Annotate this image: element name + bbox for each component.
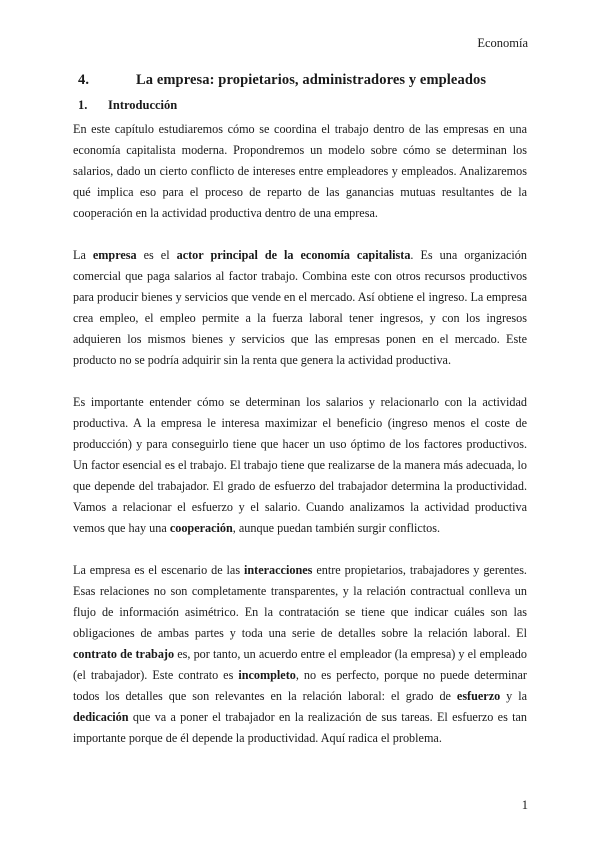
bold-term: esfuerzo — [456, 689, 501, 703]
chapter-title-text: La empresa: propietarios, administradores y empleados — [136, 72, 487, 88]
text-run: , aunque puedan también surgir conflictos. — [232, 521, 441, 535]
paragraph — [73, 392, 527, 539]
bold-term: contrato de trabajo — [73, 647, 175, 661]
text-run: que va a poner el trabajador en la realización de sus tareas. El esfuerzo es tan importante porque de él depende la productividad. Aquí radica el problema. — [73, 710, 527, 745]
bold-term: cooperación — [169, 521, 233, 535]
text-run: Es importante entender cómo se determinan los salarios y relacionarlo con la actividad productiva. A la empresa le interesa maximizar el beneficio (ingreso menos el coste de producción) y para conseguirlo tiene que hacer un uso óptimo de los factores productivos. Un factor esencial es el trabajo. El trabajo tiene que realizarse de la manera más adecuada, lo que depende del trabajador. El grado de esfuerzo del trabajador determina la productividad. Vamos a relacionar el esfuerzo y el salario. Cuando analizamos la actividad productiva vemos que hay una — [73, 395, 527, 535]
paragraph — [73, 245, 527, 371]
text-run: es, por tanto, un acuerdo entre el empleador (la empresa) y el empleado (el trabajador). Este contrato es — [73, 647, 527, 682]
text-run: La empresa es el escenario de las — [73, 563, 245, 577]
section-title — [78, 98, 177, 113]
bold-term: dedicación — [73, 710, 129, 724]
running-header: Economía — [477, 36, 528, 50]
text-run: . Es una organización comercial que paga salarios al factor trabajo. Combina este con otros recursos productivos para producir bienes y servicios que vende en el mercado. Así obtiene el ingreso. La empresa crea empleo, el empleo permite a la fuerza laboral tener ingresos, y con los ingresos adquieren los mismos bienes y servicios que las empresas ponen en el mercado. Este producto no se podría adquirir sin la renta que genera la actividad productiva. — [73, 248, 527, 367]
text-run: y la — [500, 689, 527, 703]
text-run: En este capítulo estudiaremos cómo se coordina el trabajo dentro de las empresas en una economía capitalista moderna. Propondremos un modelo sobre cómo se determinan los salarios, dado un cierto conflicto de intereses entre empleadores y empleados. Analizaremos qué implica eso para el proceso de reparto de las ganancias mutuas resultantes de la cooperación en la actividad productiva dentro de una empresa. — [73, 122, 527, 220]
text-run: entre propietarios, trabajadores y gerentes. Esas relaciones no son completamente transparentes, y la relación contractual conlleva un flujo de información asimétrico. En la contratación se tiene que indicar cuáles son las obligaciones de ambas partes y toda una serie de detalles sobre la relación laboral. El — [73, 563, 527, 640]
text-run: , no es perfecto, porque no puede determinar todos los detalles que son relevantes en la relación laboral: el grado de — [73, 668, 527, 703]
text-run: es el — [136, 248, 177, 262]
bold-term: actor principal de la economía capitalista — [176, 248, 411, 262]
section-number: 1. — [78, 98, 88, 112]
chapter-number: 4. — [78, 72, 90, 88]
bold-term: interacciones — [244, 563, 313, 577]
text-run: La — [73, 248, 93, 262]
bold-term: empresa — [92, 248, 137, 262]
section-title-text: Introducción — [108, 98, 178, 112]
chapter-title — [78, 72, 486, 89]
body-text — [73, 119, 527, 770]
paragraph — [73, 560, 527, 749]
page-number: 1 — [521, 798, 528, 812]
bold-term: incompleto — [238, 668, 296, 682]
paragraph — [73, 119, 527, 224]
